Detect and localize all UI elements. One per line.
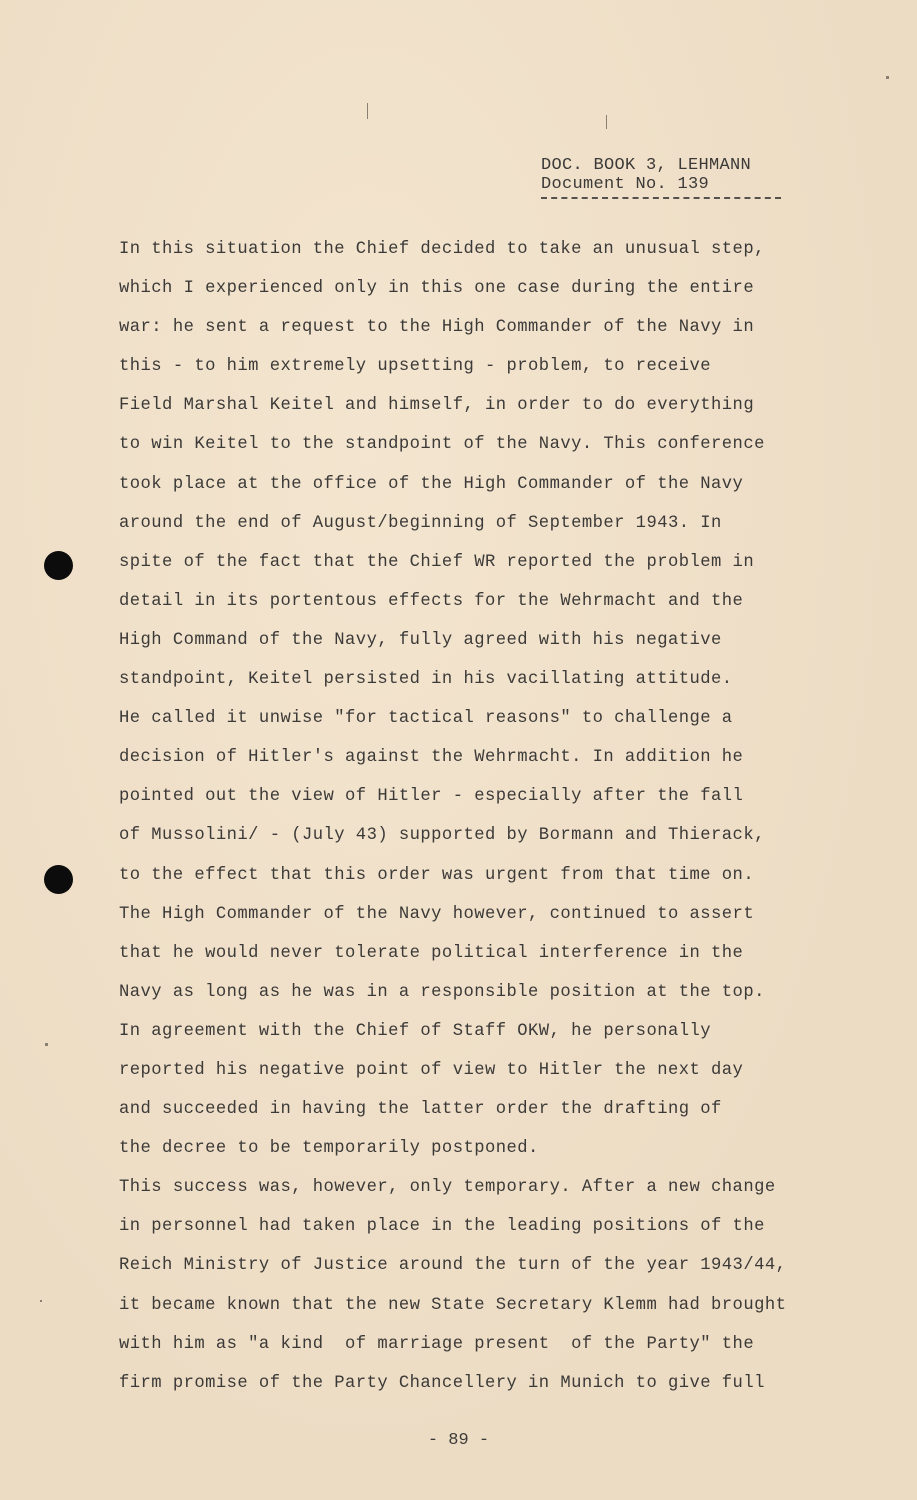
text-line: Reich Ministry of Justice around the turn of the year 1943/44,	[119, 1256, 787, 1276]
text-line: which I experienced only in this one case during the entire	[119, 279, 755, 299]
text-line: in personnel had taken place in the leading positions of the	[119, 1217, 765, 1237]
paper-mark	[886, 76, 889, 79]
text-line: around the end of August/beginning of September 1943. In	[119, 513, 722, 533]
paper-mark	[40, 1300, 42, 1302]
text-line: to win Keitel to the standpoint of the Navy. This conference	[119, 435, 765, 455]
text-line: this - to him extremely upsetting - problem, to receive	[119, 357, 712, 377]
body-text	[119, 230, 839, 1403]
page-number: - 89 -	[427, 1431, 490, 1450]
paper-mark	[45, 1043, 48, 1046]
text-line: High Command of the Navy, fully agreed with his negative	[119, 630, 722, 650]
text-line: firm promise of the Party Chancellery in Munich to give full	[119, 1373, 765, 1393]
text-line: that he would never tolerate political interference in the	[119, 943, 744, 963]
text-line: to the effect that this order was urgent from that time on.	[119, 865, 755, 885]
text-line: took place at the office of the High Commander of the Navy	[119, 474, 744, 494]
text-line: with him as "a kind of marriage present of the Party" the	[119, 1334, 755, 1354]
text-line: of Mussolini/ - (July 43) supported by Bormann and Thierack,	[119, 826, 765, 846]
text-line: pointed out the view of Hitler - especially after the fall	[119, 787, 744, 807]
text-line: In this situation the Chief decided to take an unusual step,	[119, 240, 765, 259]
text-line: spite of the fact that the Chief WR reported the problem in	[119, 552, 755, 572]
text-line: In agreement with the Chief of Staff OKW, he personally	[119, 1021, 712, 1041]
text-line: He called it unwise "for tactical reasons" to challenge a	[119, 709, 733, 729]
text-line: it became known that the new State Secretary Klemm had brought	[119, 1295, 787, 1315]
text-line: war: he sent a request to the High Commander of the Navy in	[119, 318, 755, 338]
text-line: This success was, however, only temporary. After a new change	[119, 1178, 776, 1198]
document-header	[541, 156, 781, 199]
doc-book-label: DOC. BOOK 3, LEHMANN	[541, 156, 752, 175]
punch-hole	[44, 865, 73, 894]
paper-mark	[606, 115, 607, 129]
text-line: and succeeded in having the latter order the drafting of	[119, 1100, 722, 1120]
text-line: Navy as long as he was in a responsible position at the top.	[119, 982, 765, 1002]
text-line: reported his negative point of view to Hitler the next day	[119, 1060, 744, 1080]
paper-mark	[367, 103, 368, 119]
punch-hole	[44, 551, 73, 580]
document-number: Document No. 139	[541, 175, 710, 194]
text-line: The High Commander of the Navy however, continued to assert	[119, 904, 755, 924]
text-line: detail in its portentous effects for the Wehrmacht and the	[119, 591, 744, 611]
text-line: the decree to be temporarily postponed.	[119, 1139, 539, 1159]
header-rule	[541, 197, 781, 199]
text-line: standpoint, Keitel persisted in his vacillating attitude.	[119, 670, 733, 690]
text-line: Field Marshal Keitel and himself, in order to do everything	[119, 396, 755, 416]
text-line: decision of Hitler's against the Wehrmacht. In addition he	[119, 748, 744, 768]
